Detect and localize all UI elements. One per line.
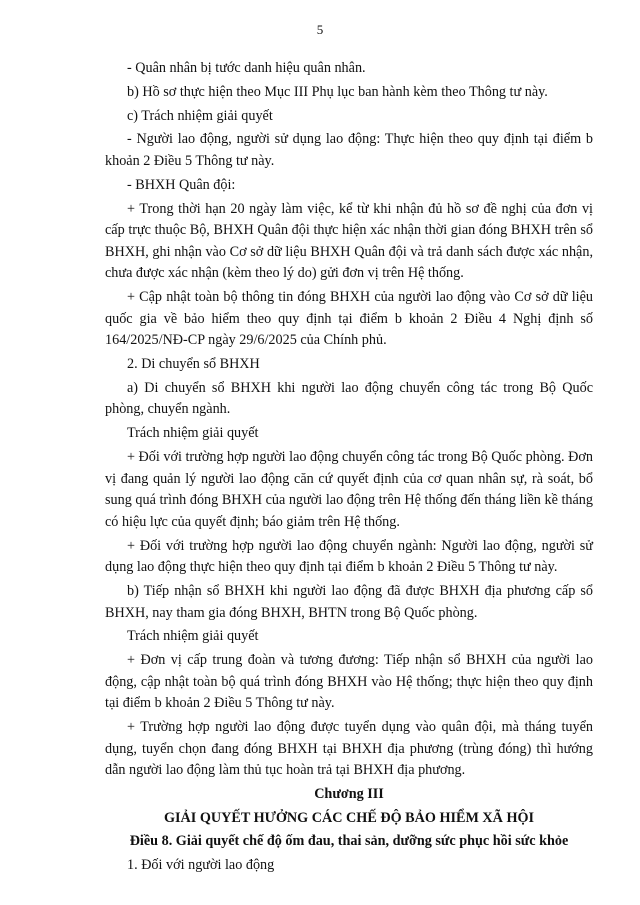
paragraph: Trách nhiệm giải quyết <box>127 628 259 645</box>
paragraph: + Trong thời hạn 20 ngày làm việc, kể từ khi nhận đủ hồ sơ đề nghị của đơn vị cấp trực thuộc Bộ, BHXH Quân đội thực hiện xác nhận thời gian đóng BHXH trên sổ BHXH, ghi nhận vào Cơ sở dữ liệu BHXH Quân đội và trả danh sách được xác nhận, chưa được xác nhận (kèm theo lý do) gửi đơn vị trên Hệ thống. <box>105 200 593 282</box>
paragraph: + Trường hợp người lao động được tuyển dụng vào quân đội, mà tháng tuyển dụng, tuyển chọn đang đóng BHXH tại BHXH địa phương (trùng đóng) thì hướng dẫn người lao động làm thủ tục hoàn trả tại BHXH địa phương. <box>105 719 593 779</box>
paragraph: - Quân nhân bị tước danh hiệu quân nhân. <box>127 60 366 76</box>
paragraph: a) Di chuyển sổ BHXH khi người lao động chuyển công tác trong Bộ Quốc phòng, chuyển ngành. <box>105 379 593 418</box>
chapter-title: GIẢI QUYẾT HƯỞNG CÁC CHẾ ĐỘ BẢO HIỂM XÃ HỘI <box>163 809 535 826</box>
paragraph: + Đơn vị cấp trung đoàn và tương đương: Tiếp nhận sổ BHXH của người lao động, cập nhật toàn bộ quá trình đóng BHXH vào Hệ thống; thực hiện theo quy định tại điểm b khoản 2 Điều 5 Thông tư này. <box>105 652 593 712</box>
paragraph: Trách nhiệm giải quyết <box>127 425 259 442</box>
chapter-number: Chương III <box>314 786 384 802</box>
paragraph: + Đối với trường hợp người lao động chuyển công tác trong Bộ Quốc phòng. Đơn vị đang quản lý người lao động căn cứ quyết định của cơ quan nhân sự, rà soát, bổ sung quá trình đóng BHXH của người lao động trên Hệ thống đến tháng liền kề tháng có hiệu lực của quyết định; báo giảm trên Hệ thống. <box>105 448 593 530</box>
paragraph: c) Trách nhiệm giải quyết <box>127 107 273 124</box>
paragraph: 2. Di chuyển sổ BHXH <box>127 356 260 373</box>
article-heading: Điều 8. Giải quyết chế độ ốm đau, thai sản, dưỡng sức phục hồi sức khỏe <box>129 833 569 850</box>
paragraph: 1. Đối với người lao động <box>127 856 275 873</box>
paragraph: - Người lao động, người sử dụng lao động: Thực hiện theo quy định tại điểm b khoản 2 Điều 5 Thông tư này. <box>105 131 593 169</box>
paragraph: + Đối với trường hợp người lao động chuyển ngành: Người lao động, người sử dụng lao động thực hiện theo quy định tại điểm b khoản 2 Điều 5 Thông tư này. <box>105 537 593 576</box>
paragraph: + Cập nhật toàn bộ thông tin đóng BHXH của người lao động vào Cơ sở dữ liệu quốc gia về bảo hiểm theo quy định tại điểm b khoản 2 Điều 4 Nghị định số 164/2025/NĐ-CP ngày 29/6/2025 của Chính phủ. <box>105 289 593 349</box>
paragraph: - BHXH Quân đội: <box>127 176 236 193</box>
paragraph: b) Tiếp nhận sổ BHXH khi người lao động đã được BHXH địa phương cấp sổ BHXH, nay tham gia đóng BHXH, BHTN trong Bộ Quốc phòng. <box>105 582 593 621</box>
paragraph: b) Hồ sơ thực hiện theo Mục III Phụ lục ban hành kèm theo Thông tư này. <box>127 83 548 100</box>
page-number: 5 <box>316 22 324 37</box>
document-body <box>105 58 593 879</box>
